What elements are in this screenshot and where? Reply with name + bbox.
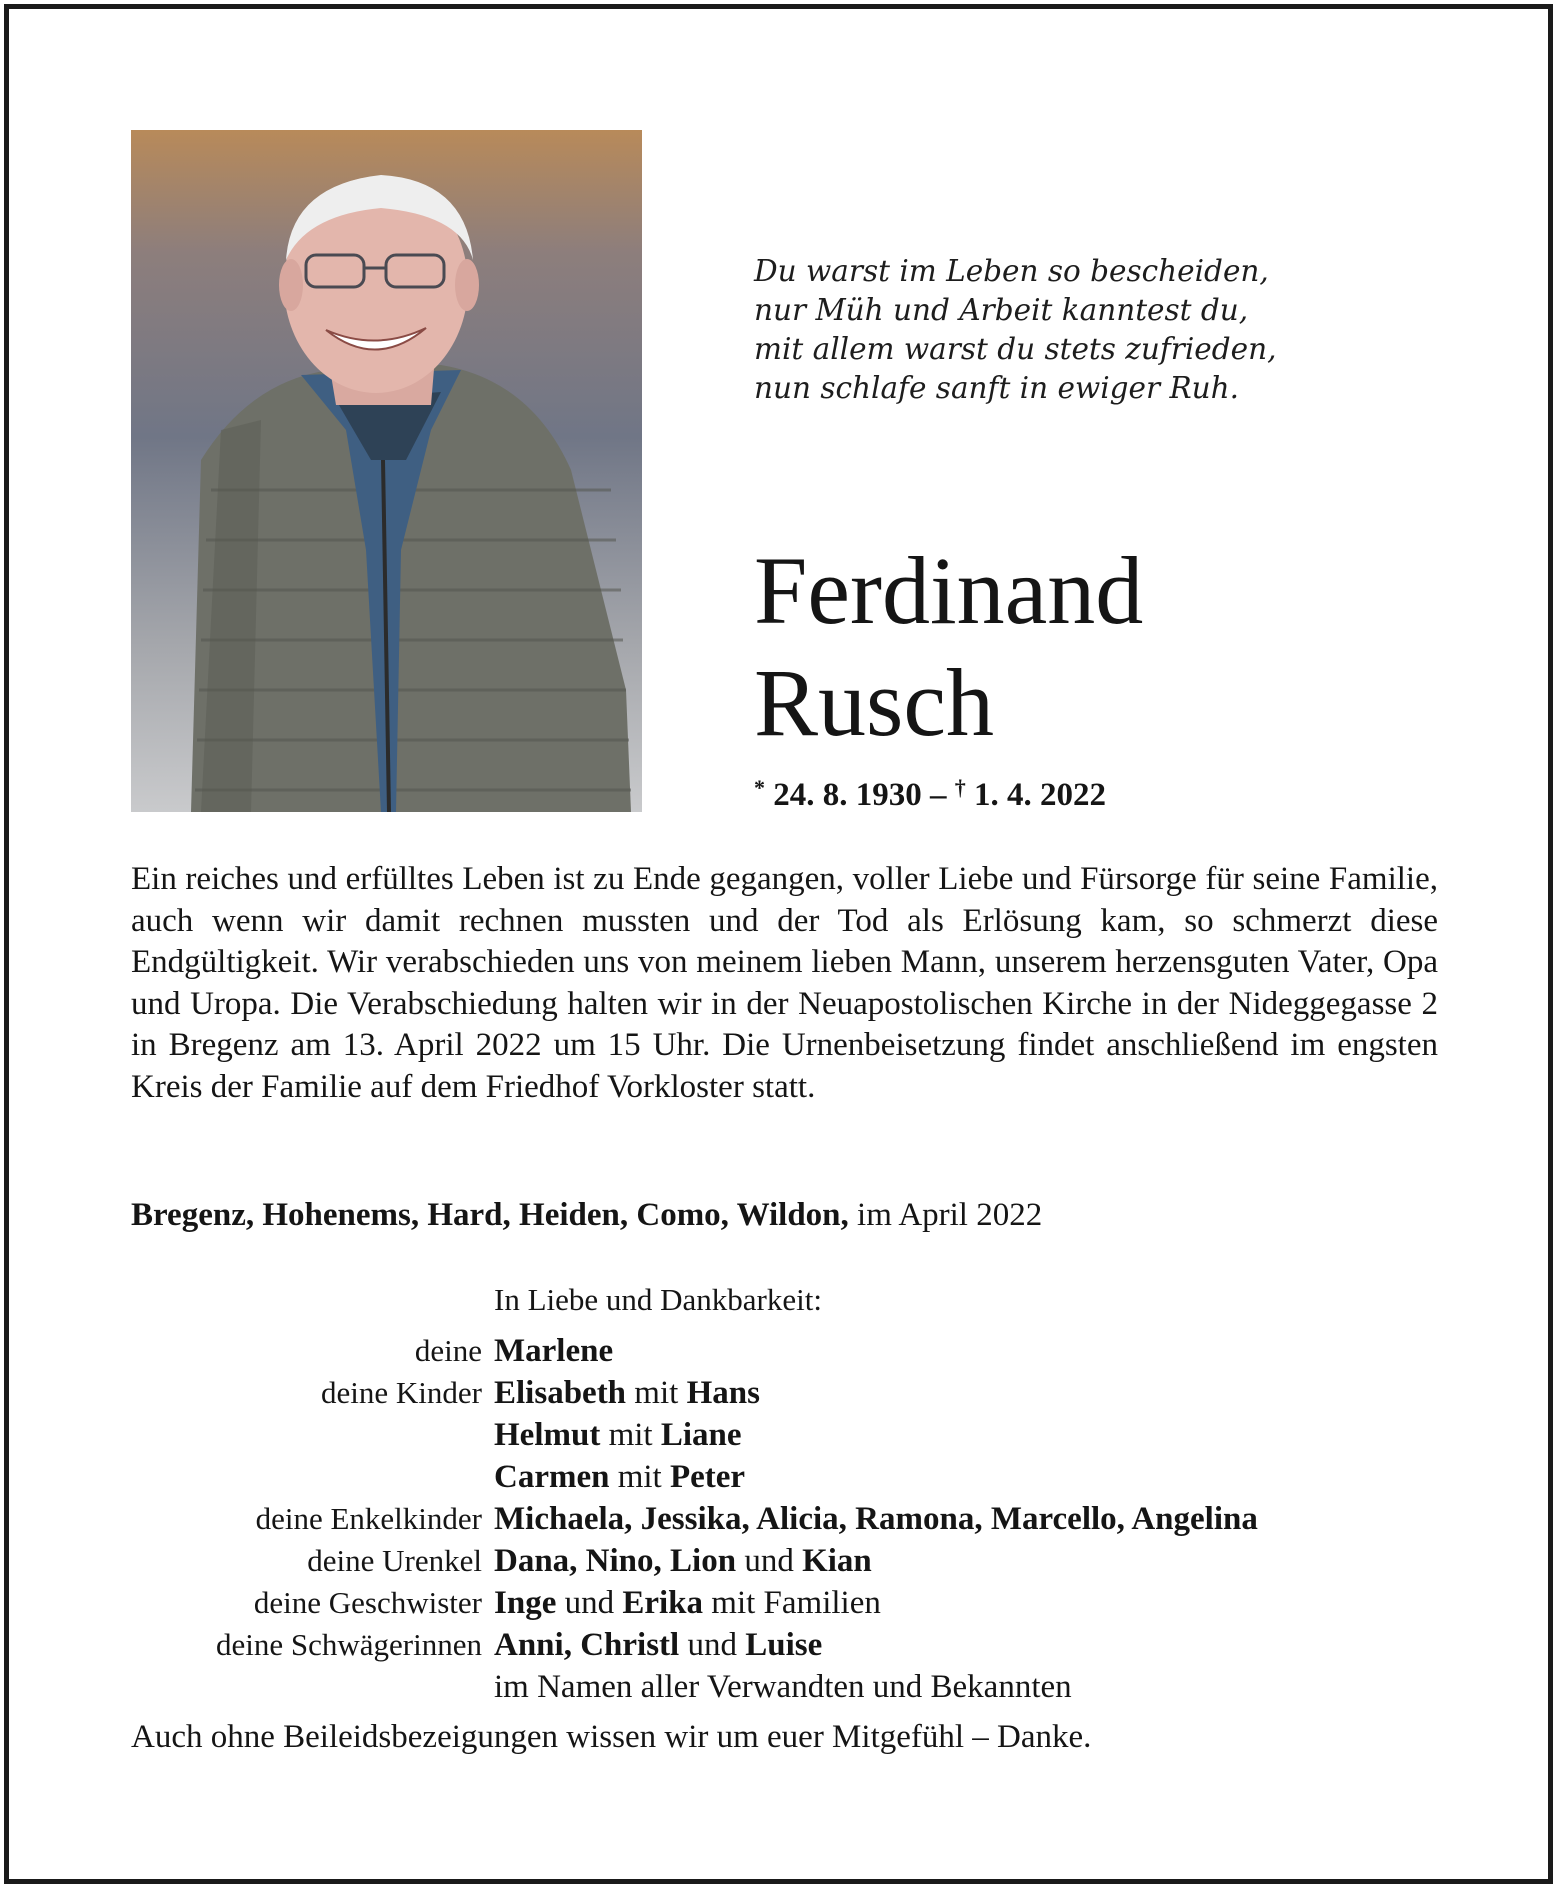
relative-name: Michaela, Jessika, Alicia, Ramona, Marcello, Angelina [494, 1501, 1258, 1537]
first-name: Ferdinand [754, 537, 1144, 644]
relative-names [494, 1459, 745, 1496]
family-list [120, 1333, 1480, 1711]
relation-label: deine Enkelkinder [255, 1501, 482, 1536]
places-line [131, 1197, 1042, 1234]
relation-label: deine Urenkel [307, 1543, 482, 1578]
family-row [120, 1333, 1480, 1375]
death-date: 1. 4. 2022 [974, 777, 1106, 813]
relative-name: Inge [494, 1585, 557, 1621]
relation-label: deine Kinder [321, 1375, 482, 1410]
connector: und [679, 1627, 746, 1663]
deceased-name [754, 535, 1143, 759]
connector: mit [600, 1417, 661, 1453]
relative-names [494, 1375, 760, 1412]
family-row [120, 1417, 1480, 1459]
relative-name: Elisabeth [494, 1375, 627, 1411]
relatives-closing: im Namen aller Verwandten und Bekannten [494, 1669, 1072, 1705]
relative-names [494, 1585, 881, 1622]
closing-line: Auch ohne Beileidsbezeigungen wissen wir um euer Mitgefühl – Danke. [131, 1719, 1092, 1755]
family-row [120, 1375, 1480, 1417]
places-date: im April 2022 [848, 1197, 1043, 1233]
birth-date: 24. 8. 1930 [773, 777, 922, 813]
relative-names [494, 1333, 613, 1370]
connector: und [736, 1543, 803, 1579]
last-name: Rusch [754, 649, 994, 756]
relative-name: Anni, Christl [494, 1627, 680, 1663]
poem-line: mit allem warst du stets zufrieden, [754, 332, 1277, 366]
obituary-text: Ein reiches und erfülltes Leben ist zu Ende gegangen, voller Liebe und Fürsorge für seine Familie, auch wenn wir damit rechnen mussten und der Tod als Erlösung kam, so schmerzt diese Endgültigkeit. Wir verabschieden uns von meinem lieben Mann, unserem herzensguten Vater, Opa und Uropa. Die Verabschiedung halten wir in der Neuapostolischen Kirche in der Nideggegasse 2 in Bregenz am 13. April 2022 um 15 Uhr. Die Urnenbeisetzung findet anschließend im engsten Kreis der Familie auf dem Friedhof Vorkloster statt. [131, 861, 1438, 1105]
connector: mit [626, 1375, 687, 1411]
poem-line: Du warst im Leben so bescheiden, [754, 254, 1269, 288]
relation-label: deine Geschwister [253, 1585, 482, 1620]
relative-name: Liane [660, 1417, 742, 1453]
relative-names [494, 1627, 822, 1664]
life-dates [754, 775, 1106, 814]
relative-name: Marlene [494, 1333, 614, 1369]
relative-name: Kian [802, 1543, 872, 1579]
poem-line: nur Müh und Arbeit kanntest du, [754, 293, 1249, 327]
poem [754, 252, 1454, 408]
relative-name: Erika [622, 1585, 704, 1621]
poem-line: nun schlafe sanft in ewiger Ruh. [754, 371, 1240, 405]
relative-name: Luise [745, 1627, 823, 1663]
death-symbol: † [954, 775, 966, 800]
family-row [120, 1501, 1480, 1543]
relation-label: deine [414, 1333, 482, 1368]
birth-symbol: * [754, 775, 765, 800]
relative-name: Hans [686, 1375, 760, 1411]
family-row [120, 1543, 1480, 1585]
relative-name: Carmen [494, 1459, 610, 1495]
family-row [120, 1669, 1480, 1711]
relation-label: deine Schwägerinnen [216, 1627, 482, 1662]
connector: mit Familien [703, 1585, 881, 1621]
connector: mit [609, 1459, 670, 1495]
relative-name: Peter [669, 1459, 746, 1495]
relative-names [494, 1501, 1258, 1538]
relative-names [494, 1417, 742, 1454]
relative-name: Helmut [494, 1417, 601, 1453]
connector: und [556, 1585, 623, 1621]
family-row [120, 1627, 1480, 1669]
date-separator: – [921, 777, 955, 813]
thanks-heading: In Liebe und Dankbarkeit: [494, 1282, 822, 1317]
family-row [120, 1585, 1480, 1627]
family-row [120, 1459, 1480, 1501]
relative-names [494, 1543, 872, 1580]
relative-name: Dana, Nino, Lion [494, 1543, 737, 1579]
places-names: Bregenz, Hohenems, Hard, Heiden, Como, Wildon, [131, 1197, 849, 1233]
portrait-photo [131, 130, 642, 812]
